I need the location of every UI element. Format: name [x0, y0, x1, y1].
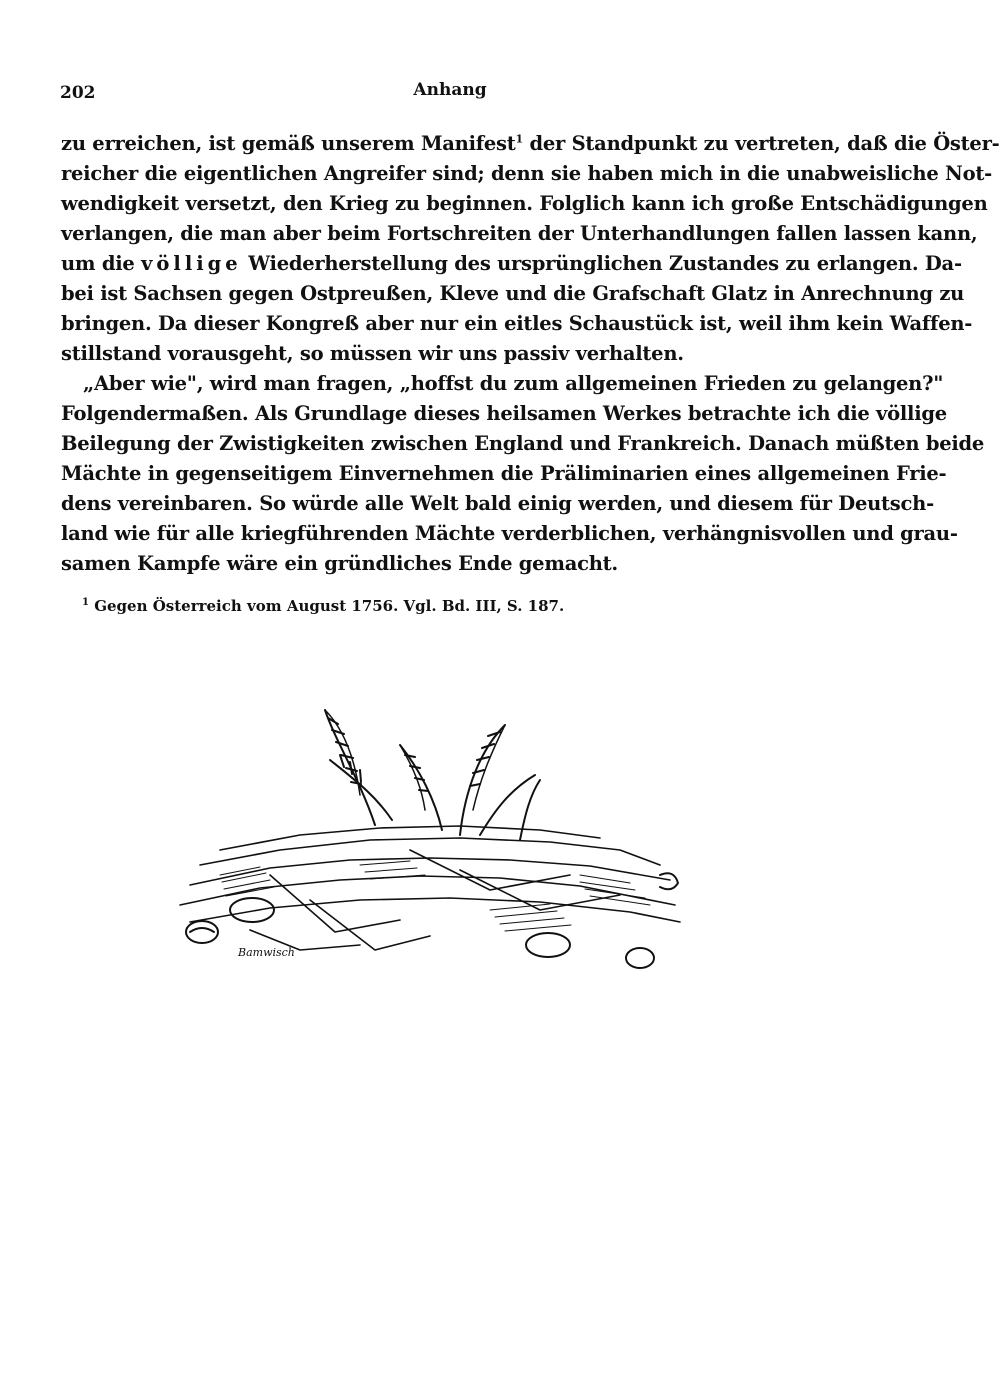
text-line: bringen. Da dieser Kongreß aber nur ein eitles Schaustück ist, weil ihm kein Waffen-: [61, 312, 973, 335]
footnote-text: Gegen Österreich vom August 1756. Vgl. Bd. III, S. 187.: [94, 597, 565, 615]
shading-hatch: [220, 861, 650, 931]
text-line: samen Kampfe wäre ein gründliches Ende gemacht.: [61, 552, 618, 575]
footnote: [82, 597, 564, 615]
text-line: verlangen, die man aber beim Fortschreiten der Unterhandlungen fallen lassen kann,: [61, 222, 978, 245]
artist-signature: Bamwisch: [238, 946, 295, 959]
quills-and-papers-vignette: [160, 700, 690, 985]
footnote-marker: 1: [82, 597, 89, 608]
running-head: Anhang: [413, 80, 487, 100]
text-line: wendigkeit versetzt, den Krieg zu beginnen. Folglich kann ich große Entschädigungen: [61, 192, 988, 215]
text-line: Folgendermaßen. Als Grundlage dieses heilsamen Werkes betrachte ich die völlige: [61, 402, 947, 425]
text-line: reicher die eigentlichen Angreifer sind; denn sie haben mich in die unabweisliche Not-: [61, 162, 992, 185]
emphasized-word: völlige: [141, 252, 242, 275]
text-line: land wie für alle kriegführenden Mächte verderblichen, verhängnisvollen und grau-: [61, 522, 958, 545]
text-line: Beilegung der Zwistigkeiten zwischen England und Frankreich. Danach müßten beide: [61, 432, 985, 455]
text-line: Mächte in gegenseitigem Einvernehmen die Präliminarien eines allgemeinen Frie-: [61, 462, 947, 485]
page-number: 202: [60, 83, 96, 103]
quill-icon: [325, 710, 540, 840]
text-line: „Aber wie", wird man fragen, „hoffst du zum allgemeinen Frieden zu gelangen?": [83, 372, 944, 395]
text-line: zu erreichen, ist gemäß unserem Manifest$^1$ der Standpunkt zu vertreten, daß die Öster-: [61, 132, 999, 155]
text-line: um die völlige Wiederherstellung des ursprünglichen Zustandes zu erlangen. Da-: [61, 252, 962, 275]
footnote-reference: 1: [515, 132, 523, 146]
text-line: stillstand vorausgeht, so müssen wir uns passiv verhalten.: [61, 342, 684, 365]
text-line: bei ist Sachsen gegen Ostpreußen, Kleve und die Grafschaft Glatz in Anrechnung zu: [61, 282, 965, 305]
text-line: dens vereinbaren. So würde alle Welt bald einig werden, und diesem für Deutsch-: [61, 492, 934, 515]
papers-pile: [180, 826, 680, 950]
